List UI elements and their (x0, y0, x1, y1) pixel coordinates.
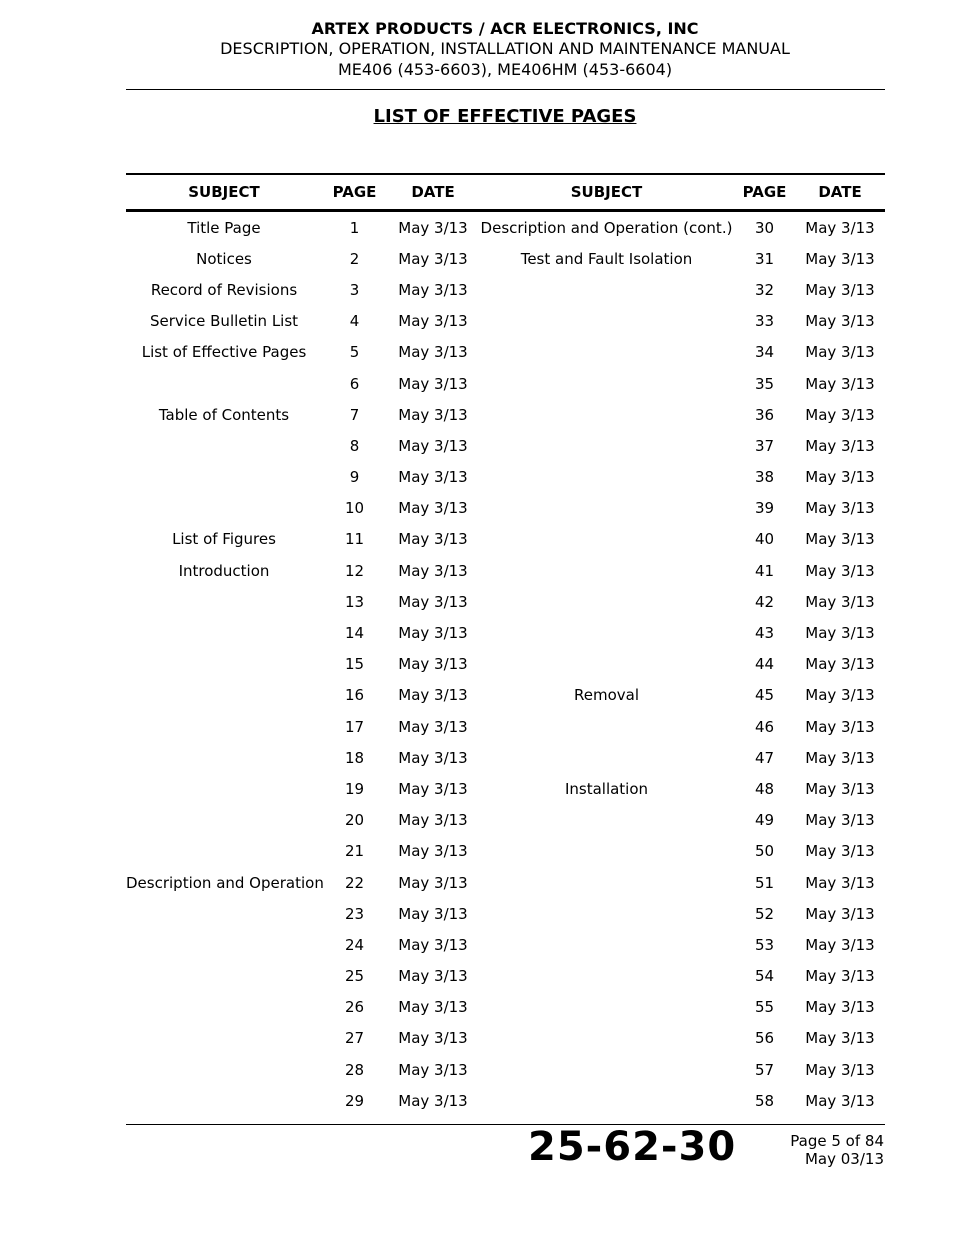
table-cell: May 3/13 (398, 998, 468, 1017)
table-cell: 54 (754, 967, 775, 986)
table-cell: May 3/13 (805, 904, 875, 923)
table-cell: May 3/13 (398, 561, 468, 580)
table-cell (479, 555, 734, 586)
table-cell: May 3/13 (398, 779, 468, 798)
table-cell (479, 1023, 734, 1054)
table-cell: 18 (344, 748, 365, 767)
table-cell: 8 (349, 436, 360, 455)
table-cell: May 3/13 (805, 686, 875, 705)
table-cell: 33 (754, 312, 775, 331)
table-cell: May 3/13 (805, 499, 875, 518)
table-cell: May 3/13 (805, 717, 875, 736)
table-cell: May 3/13 (398, 249, 468, 268)
table-cell (126, 680, 322, 711)
table-cell: Removal (573, 686, 639, 705)
table-cell (479, 274, 734, 305)
table-row (126, 586, 885, 617)
table-row (126, 306, 885, 337)
table-cell: May 3/13 (398, 280, 468, 299)
table-cell: 7 (349, 405, 360, 424)
table-cell: 12 (344, 561, 365, 580)
table-cell: May 3/13 (805, 343, 875, 362)
table-cell: Service Bulletin List (149, 312, 299, 331)
table-cell (126, 805, 322, 836)
table-cell: 52 (754, 904, 775, 923)
table-cell: 35 (754, 374, 775, 393)
table-row (126, 867, 885, 898)
column-header: DATE (387, 175, 479, 211)
table-cell: Notices (196, 249, 252, 268)
table-cell (126, 836, 322, 867)
document-code: 25-62-30 (528, 1124, 737, 1170)
header-models: ME406 (453-6603), ME406HM (453-6604) (337, 60, 673, 79)
table-cell: 19 (344, 779, 365, 798)
header-manual-title: DESCRIPTION, OPERATION, INSTALLATION AND MAINTENANCE MANUAL (220, 39, 790, 58)
table-cell (479, 430, 734, 461)
table-row (126, 430, 885, 461)
table-row (126, 836, 885, 867)
table-cell: May 3/13 (398, 405, 468, 424)
table-cell: May 3/13 (805, 249, 875, 268)
table-cell: 44 (754, 655, 775, 674)
table-cell (479, 711, 734, 742)
table-cell: May 3/13 (805, 779, 875, 798)
table-row (126, 274, 885, 305)
table-cell: 21 (344, 842, 365, 861)
table-cell: 39 (754, 499, 775, 518)
table-cell: 10 (344, 499, 365, 518)
table-cell (126, 929, 322, 960)
column-header: PAGE (734, 175, 795, 211)
table-cell: 9 (349, 468, 360, 487)
table-row (126, 243, 885, 274)
table-cell: 26 (344, 998, 365, 1017)
table-cell: Description and Operation (cont.) (480, 218, 733, 237)
table-cell: 6 (349, 374, 360, 393)
footer-divider (126, 1124, 885, 1125)
table-cell (479, 586, 734, 617)
table-cell: May 3/13 (398, 842, 468, 861)
table-cell: 46 (754, 717, 775, 736)
table-cell: May 3/13 (398, 1060, 468, 1079)
table-cell (479, 306, 734, 337)
table-cell: List of Effective Pages (141, 343, 307, 362)
table-cell: May 3/13 (805, 998, 875, 1017)
table-cell: May 3/13 (805, 935, 875, 954)
table-cell: May 3/13 (805, 280, 875, 299)
table-cell: 27 (344, 1029, 365, 1048)
table-cell: May 3/13 (398, 904, 468, 923)
table-row (126, 649, 885, 680)
table-cell: 40 (754, 530, 775, 549)
table-cell (126, 493, 322, 524)
table-row (126, 961, 885, 992)
table-cell (126, 1085, 322, 1116)
column-header: SUBJECT (479, 175, 734, 211)
table-cell: 16 (344, 686, 365, 705)
table-header-row (126, 175, 885, 211)
table-cell: 53 (754, 935, 775, 954)
table-cell: 2 (349, 249, 360, 268)
table-cell: May 3/13 (805, 468, 875, 487)
table-row (126, 211, 885, 244)
table-cell (479, 462, 734, 493)
table-cell: 5 (349, 343, 360, 362)
table-cell (126, 1023, 322, 1054)
table-cell (126, 649, 322, 680)
table-cell: May 3/13 (805, 374, 875, 393)
table-cell: Title Page (187, 218, 261, 237)
table-cell: 30 (754, 218, 775, 237)
table-cell: 14 (344, 624, 365, 643)
table-cell (479, 742, 734, 773)
table-cell: 13 (344, 592, 365, 611)
table-cell: 3 (349, 280, 360, 299)
table-cell: May 3/13 (398, 218, 468, 237)
table-row (126, 1054, 885, 1085)
table-row (126, 1085, 885, 1116)
table-cell (126, 430, 322, 461)
table-cell: Introduction (178, 561, 270, 580)
table-cell: 34 (754, 343, 775, 362)
table-cell: May 3/13 (805, 873, 875, 892)
table-row (126, 524, 885, 555)
table-cell: May 3/13 (398, 343, 468, 362)
table-cell: May 3/13 (398, 436, 468, 455)
table-cell: May 3/13 (398, 655, 468, 674)
table-cell: List of Figures (172, 530, 276, 549)
table-cell: 55 (754, 998, 775, 1017)
table-cell (479, 1054, 734, 1085)
table-cell: May 3/13 (398, 468, 468, 487)
table-cell (479, 617, 734, 648)
column-header: SUBJECT (126, 175, 322, 211)
table-cell: 36 (754, 405, 775, 424)
table-cell (126, 961, 322, 992)
table-row (126, 462, 885, 493)
table-cell: 1 (349, 218, 360, 237)
table-cell (479, 368, 734, 399)
table-cell: May 3/13 (805, 561, 875, 580)
table-cell: Record of Revisions (150, 280, 298, 299)
table-cell: May 3/13 (398, 374, 468, 393)
table-cell: Description and Operation (126, 873, 324, 892)
table-cell (126, 711, 322, 742)
table-cell: May 3/13 (398, 624, 468, 643)
table-row (126, 337, 885, 368)
page-title: LIST OF EFFECTIVE PAGES (373, 106, 637, 127)
table-cell (479, 805, 734, 836)
table-row (126, 617, 885, 648)
table-cell: 45 (754, 686, 775, 705)
table-cell: May 3/13 (805, 530, 875, 549)
table-cell: May 3/13 (805, 842, 875, 861)
table-row (126, 680, 885, 711)
table-cell: May 3/13 (805, 1091, 875, 1110)
table-cell (479, 524, 734, 555)
table-cell: May 3/13 (805, 624, 875, 643)
table-cell: May 3/13 (805, 811, 875, 830)
table-cell (479, 493, 734, 524)
table-row (126, 805, 885, 836)
table-cell: May 3/13 (805, 748, 875, 767)
table-cell (479, 399, 734, 430)
table-cell: 20 (344, 811, 365, 830)
column-header: PAGE (322, 175, 387, 211)
table-cell: 15 (344, 655, 365, 674)
table-cell (126, 773, 322, 804)
table-row (126, 898, 885, 929)
table-cell: 42 (754, 592, 775, 611)
table-cell: May 3/13 (398, 499, 468, 518)
effective-pages-table (126, 175, 885, 1116)
revision-date: May 03/13 (804, 1150, 884, 1168)
table-cell: May 3/13 (398, 592, 468, 611)
table-cell: 28 (344, 1060, 365, 1079)
table-cell: 37 (754, 436, 775, 455)
table-cell (126, 898, 322, 929)
table-cell (479, 992, 734, 1023)
table-cell: May 3/13 (398, 717, 468, 736)
table-row (126, 493, 885, 524)
table-cell: May 3/13 (805, 405, 875, 424)
table-cell: Test and Fault Isolation (520, 249, 693, 268)
table-cell: 51 (754, 873, 775, 892)
table-cell: May 3/13 (398, 686, 468, 705)
table-cell (126, 368, 322, 399)
page-number: Page 5 of 84 (790, 1132, 884, 1150)
table-cell: 31 (754, 249, 775, 268)
table-cell: 50 (754, 842, 775, 861)
table-cell (479, 867, 734, 898)
table-cell (479, 836, 734, 867)
table-cell: 24 (344, 935, 365, 954)
table-cell: May 3/13 (805, 655, 875, 674)
table-cell: May 3/13 (805, 1060, 875, 1079)
table-cell: 57 (754, 1060, 775, 1079)
table-cell: May 3/13 (805, 218, 875, 237)
table-cell: 17 (344, 717, 365, 736)
table-cell: May 3/13 (805, 967, 875, 986)
table-cell (126, 992, 322, 1023)
table-cell (126, 462, 322, 493)
table-row (126, 555, 885, 586)
table-cell: 11 (344, 530, 365, 549)
table-cell: May 3/13 (805, 312, 875, 331)
table-row (126, 773, 885, 804)
table-cell: May 3/13 (398, 873, 468, 892)
table-row (126, 992, 885, 1023)
table-cell: Table of Contents (158, 405, 290, 424)
table-cell: 41 (754, 561, 775, 580)
table-row (126, 1023, 885, 1054)
column-header: DATE (795, 175, 885, 211)
table-cell: May 3/13 (398, 935, 468, 954)
table-cell: 29 (344, 1091, 365, 1110)
table-row (126, 742, 885, 773)
table-cell: May 3/13 (398, 1091, 468, 1110)
table-cell: 49 (754, 811, 775, 830)
table-cell: 4 (349, 312, 360, 331)
table-row (126, 929, 885, 960)
table-cell: 56 (754, 1029, 775, 1048)
table-cell: 43 (754, 624, 775, 643)
table-cell (479, 961, 734, 992)
table-cell: May 3/13 (398, 748, 468, 767)
table-cell: 47 (754, 748, 775, 767)
table-body (126, 211, 885, 1117)
table-cell: May 3/13 (398, 1029, 468, 1048)
table-cell: 22 (344, 873, 365, 892)
page-info (790, 1132, 884, 1168)
table-cell (479, 337, 734, 368)
table-cell: Installation (564, 779, 649, 798)
table-row (126, 399, 885, 430)
header-divider (126, 89, 885, 90)
table-cell: 23 (344, 904, 365, 923)
table-cell (479, 1085, 734, 1116)
table-cell: May 3/13 (805, 436, 875, 455)
table-cell: May 3/13 (805, 1029, 875, 1048)
table-cell (126, 586, 322, 617)
table-cell (479, 898, 734, 929)
table-cell: May 3/13 (398, 811, 468, 830)
table-cell: 58 (754, 1091, 775, 1110)
table-cell: May 3/13 (398, 312, 468, 331)
header-company: ARTEX PRODUCTS / ACR ELECTRONICS, INC (311, 19, 699, 38)
table-cell (126, 617, 322, 648)
table-cell: May 3/13 (805, 592, 875, 611)
table-cell (479, 649, 734, 680)
table-cell: May 3/13 (398, 530, 468, 549)
table-cell (126, 1054, 322, 1085)
table-cell: May 3/13 (398, 967, 468, 986)
table-cell (126, 742, 322, 773)
table-cell: 25 (344, 967, 365, 986)
table-row (126, 368, 885, 399)
table-cell (479, 929, 734, 960)
table-cell: 38 (754, 468, 775, 487)
table-row (126, 711, 885, 742)
table-cell: 48 (754, 779, 775, 798)
table-cell: 32 (754, 280, 775, 299)
